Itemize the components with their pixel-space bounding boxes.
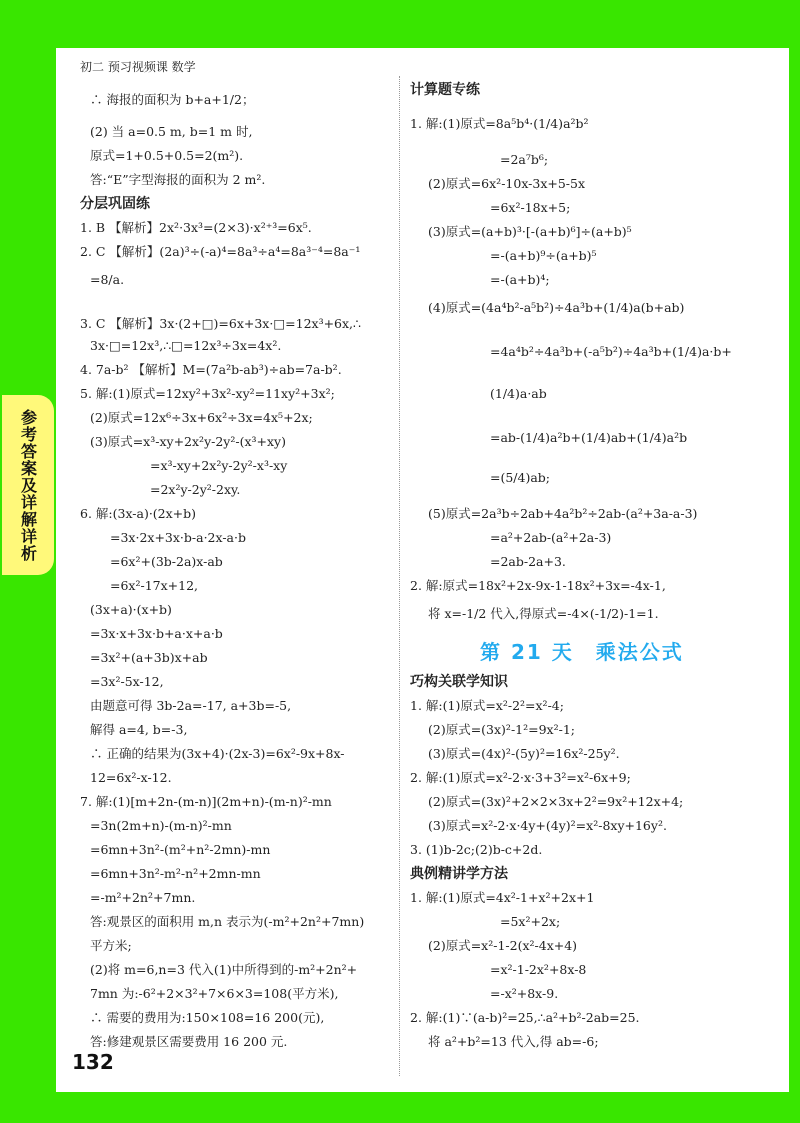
answer-line: 原式=1+0.5+0.5=2(m²). (90, 148, 244, 163)
answer-line: =6mn+3n²-(m²+n²-2mn)-mn (90, 842, 271, 857)
day-title: 第 21 天 乘法公式 (480, 640, 684, 664)
answer-line: 平方米; (90, 938, 132, 953)
answer-line: (2) 当 a=0.5 m, b=1 m 时, (90, 124, 253, 139)
answer-line: (4)原式=(4a⁴b²-a⁵b²)÷4a³b+(1/4)a(b+ab) (428, 300, 685, 315)
section-heading: 巧构关联学知识 (410, 674, 508, 690)
answer-line: =6x²-18x+5; (490, 200, 571, 215)
answer-line: (3)原式=x³-xy+2x²y-2y²-(x³+xy) (90, 434, 286, 449)
answer-line: 答:修建观景区需要费用 16 200 元. (90, 1034, 288, 1049)
bottom-green-band (0, 1092, 800, 1123)
answer-line: =-(a+b)⁴; (490, 272, 550, 287)
answer-line: =4a⁴b²÷4a³b+(-a⁵b²)÷4a³b+(1/4)a·b+ (490, 344, 732, 359)
answer-line: =(5/4)ab; (490, 470, 551, 485)
answer-line: =-x²+8x-9. (490, 986, 559, 1001)
answer-line: 1. 解:(1)原式=4x²-1+x²+2x+1 (410, 890, 595, 905)
answer-line: =-m²+2n²+7mn. (90, 890, 196, 905)
answer-line: ∴ 正确的结果为(3x+4)·(2x-3)=6x²-9x+8x- (90, 746, 345, 761)
answer-line: (2)将 m=6,n=3 代入(1)中所得到的-m²+2n²+ (90, 962, 358, 977)
side-tab (2, 395, 54, 575)
side-tab-label: 参考答案及详解详析 (18, 408, 38, 562)
answer-line: =2a⁷b⁶; (500, 152, 549, 167)
answer-line: (1/4)a·ab (490, 386, 547, 401)
answer-line: =6mn+3n²-m²-n²+2mn-mn (90, 866, 261, 881)
answer-line: 1. B 【解析】2x²·3x³=(2×3)·x²⁺³=6x⁵. (80, 220, 312, 235)
answer-line: =2ab-2a+3. (490, 554, 566, 569)
page-number: 132 (72, 1050, 114, 1074)
answer-line: =3n(2m+n)-(m-n)²-mn (90, 818, 232, 833)
answer-line: 6. 解:(3x-a)·(2x+b) (80, 506, 197, 521)
answer-line: =ab-(1/4)a²b+(1/4)ab+(1/4)a²b (490, 430, 688, 445)
answer-line: 解得 a=4, b=-3, (90, 722, 188, 737)
answer-line: 3. (1)b-2c;(2)b-c+2d. (410, 842, 543, 857)
answer-line: 答:观景区的面积用 m,n 表示为(-m²+2n²+7mn) (90, 914, 365, 929)
answer-line: 答:“E”字型海报的面积为 2 m². (90, 172, 266, 187)
right-column (410, 0, 785, 1090)
answer-line: 将 a²+b²=13 代入,得 ab=-6; (428, 1034, 599, 1049)
answer-line: 2. 解:(1)原式=x²-2·x·3+3²=x²-6x+9; (410, 770, 631, 785)
answer-line: 2. C 【解析】(2a)³÷(-a)⁴=8a³÷a⁴=8a³⁻⁴=8a⁻¹ (80, 244, 361, 259)
section-heading: 典例精讲学方法 (410, 866, 508, 882)
answer-line: (3)原式=x²-2·x·4y+(4y)²=x²-8xy+16y². (428, 818, 667, 833)
answer-line: =a²+2ab-(a²+2a-3) (490, 530, 612, 545)
answer-line: (2)原式=6x²-10x-3x+5-5x (428, 176, 586, 191)
column-divider (399, 76, 400, 1076)
answer-line: (2)原式=(3x)²-1²=9x²-1; (428, 722, 576, 737)
answer-line: 1. 解:(1)原式=x²-2²=x²-4; (410, 698, 564, 713)
answer-line: =3x·x+3x·b+a·x+a·b (90, 626, 223, 641)
answer-line: 2. 解:原式=18x²+2x-9x-1-18x²+3x=-4x-1, (410, 578, 666, 593)
answer-line: 7mn 为:-6²+2×3²+7×6×3=108(平方米), (90, 986, 339, 1001)
answer-line: (2)原式=(3x)²+2×2×3x+2²=9x²+12x+4; (428, 794, 684, 809)
answer-line: =2x²y-2y²-2xy. (150, 482, 241, 497)
answer-line: 2. 解:(1)∵(a-b)²=25,∴a²+b²-2ab=25. (410, 1010, 640, 1025)
answer-line: =6x²+(3b-2a)x-ab (110, 554, 223, 569)
right-green-band (789, 0, 800, 1123)
section-heading: 计算题专练 (410, 82, 480, 98)
answer-line: =8/a. (90, 272, 125, 287)
answer-line: (5)原式=2a³b÷2ab+4a²b²÷2ab-(a²+3a-a-3) (428, 506, 698, 521)
answer-line: 12=6x²-x-12. (90, 770, 172, 785)
answer-line: =3x²-5x-12, (90, 674, 164, 689)
section-heading: 分层巩固练 (80, 196, 150, 212)
answer-line: (2)原式=12x⁶÷3x+6x²÷3x=4x⁵+2x; (90, 410, 313, 425)
page-header: 初二 预习视频课 数学 (80, 60, 196, 74)
answer-line: =-(a+b)⁹÷(a+b)⁵ (490, 248, 597, 263)
answer-line: 4. 7a-b² 【解析】M=(7a²b-ab³)÷ab=7a-b². (80, 362, 342, 377)
answer-line: (3)原式=(a+b)³·[-(a+b)⁶]÷(a+b)⁵ (428, 224, 632, 239)
answer-line: ∴ 海报的面积为 b+a+1/2； (90, 92, 255, 107)
answer-line: 7. 解:(1)[m+2n-(m-n)](2m+n)-(m-n)²-mn (80, 794, 332, 809)
answer-line: =6x²-17x+12, (110, 578, 199, 593)
answer-line: 将 x=-1/2 代入,得原式=-4×(-1/2)-1=1. (428, 606, 659, 621)
answer-line: =3x·2x+3x·b-a·2x-a·b (110, 530, 246, 545)
answer-line: 1. 解:(1)原式=8a⁵b⁴·(1/4)a²b² (410, 116, 589, 131)
answer-line: (3)原式=(4x)²-(5y)²=16x²-25y². (428, 746, 620, 761)
answer-line: =x³-xy+2x²y-2y²-x³-xy (150, 458, 288, 473)
answer-line: =3x²+(a+3b)x+ab (90, 650, 208, 665)
answer-line: (2)原式=x²-1-2(x²-4x+4) (428, 938, 578, 953)
answer-line: 5. 解:(1)原式=12xy²+3x²-xy²=11xy²+3x²; (80, 386, 335, 401)
answer-line: 由题意可得 3b-2a=-17, a+3b=-5, (90, 698, 292, 713)
left-column (80, 0, 395, 1090)
answer-line: =x²-1-2x²+8x-8 (490, 962, 587, 977)
answer-line: (3x+a)·(x+b) (90, 602, 172, 617)
answer-line: 3. C 【解析】3x·(2+□)=6x+3x·□=12x³+6x,∴ (80, 316, 361, 331)
answer-line: ∴ 需要的费用为:150×108=16 200(元), (90, 1010, 325, 1025)
answer-line: =5x²+2x; (500, 914, 561, 929)
answer-line: 3x·□=12x³,∴□=12x³÷3x=4x². (90, 338, 282, 353)
